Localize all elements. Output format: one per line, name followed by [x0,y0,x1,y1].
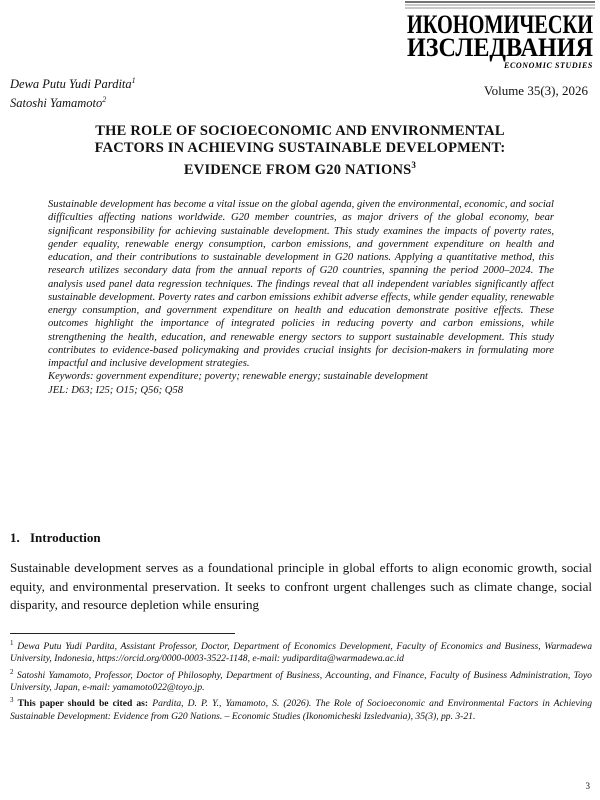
author-list [10,73,136,111]
paper-title: THE ROLE OF SOCIOECONOMIC AND ENVIRONMENTAL FACTORS IN ACHIEVING SUSTAINABLE DEVELOPMENT: EVIDENCE FROM G20 NATIONS$^3$ [94,123,506,178]
intro-paragraph: Sustainable development serves as a foundational principle in global efforts to align economic growth, social equity, and environmental preservation. It seeks to confront urgent challenges such as climate change, social disparity, and resource depletion while ensuring [10,560,592,612]
page-number: 3 [585,781,590,791]
author: Dewa Putu Yudi Pardita$^1$ [10,76,136,92]
volume-info: Volume 35(3), 2026 [483,83,588,98]
logo-line1: ИКОНОМИЧЕСКИ [407,10,593,39]
footnote: $^2$ Satoshi Yamamoto, Professor, Doctor of Philosophy, Department of Business, Accounting, and Finance, Faculty of Business Administration, Toyo University, Japan, e-mail: yamamoto022@toyo.jp. [10,667,592,693]
author: Satoshi Yamamoto$^2$ [10,95,107,111]
keywords: Keywords: government expenditure; poverty; renewable energy; sustainable development [48,371,428,383]
logo-line2: ИЗСЛЕДВАНИЯ [407,33,594,62]
footnote: $^1$ Dewa Putu Yudi Pardita, Assistant Professor, Doctor, Department of Economics Development, Faculty of Economics and Business, Warmadewa University, Indonesia, https://orcid.org/0000-0003-3522-1148, e-mail: yudipardita@warmadewa.ac.id [10,639,592,665]
jel-codes: JEL: D63; I25; O15; Q56; Q58 [48,384,184,396]
abstract [48,198,554,397]
section-heading: 1. Introduction [10,530,101,545]
footnote: $^3$ This paper should be cited as: Pardita, D. P. Y., Yamamoto, S. (2026). The Role of Socioeconomic and Environmental Factors in Achieving Sustainable Development: Evidence from G20 Nations. – Economic Studies (Ikonomicheski Izsledvania), 35(3), pp. 3-21. [10,696,593,722]
logo-subtitle: ECONOMIC STUDIES [504,61,593,70]
abstract-text: Sustainable development has become a vital issue on the global agenda, given the environmental, economic, and social difficulties affecting nations worldwide. G20 member countries, as major drivers of the global economy, bear significant responsibility for achieving sustainable development. This study examines the impacts of poverty rates, gender equality, renewable energy consumption, carbon emissions, and government expenditure on health and education, and their contributions to sustainable development in G20 nations. Applying a quantitative method, this research utilizes secondary data from the annual reports of G20 countries, spanning the period 2000–2024. The analysis used panel data regression techniques. The findings reveal that all independent variables significantly affect sustainable development. Poverty rates and carbon emissions exhibit adverse effects, while gender equality, renewable energy consumption, and government expenditure on health and education demonstrate positive effects. These outcomes highlight the importance of integrated policies in reducing poverty and carbon emissions, while strengthening the health, education, and renewable energy sectors to support sustainable development. This study contributes to evidence-based policymaking and provides crucial insights for decision-makers in formulating more impactful and inclusive development strategies. [48,199,554,369]
footnotes [10,637,592,723]
journal-logo [405,0,595,72]
footnote-divider [10,633,235,634]
